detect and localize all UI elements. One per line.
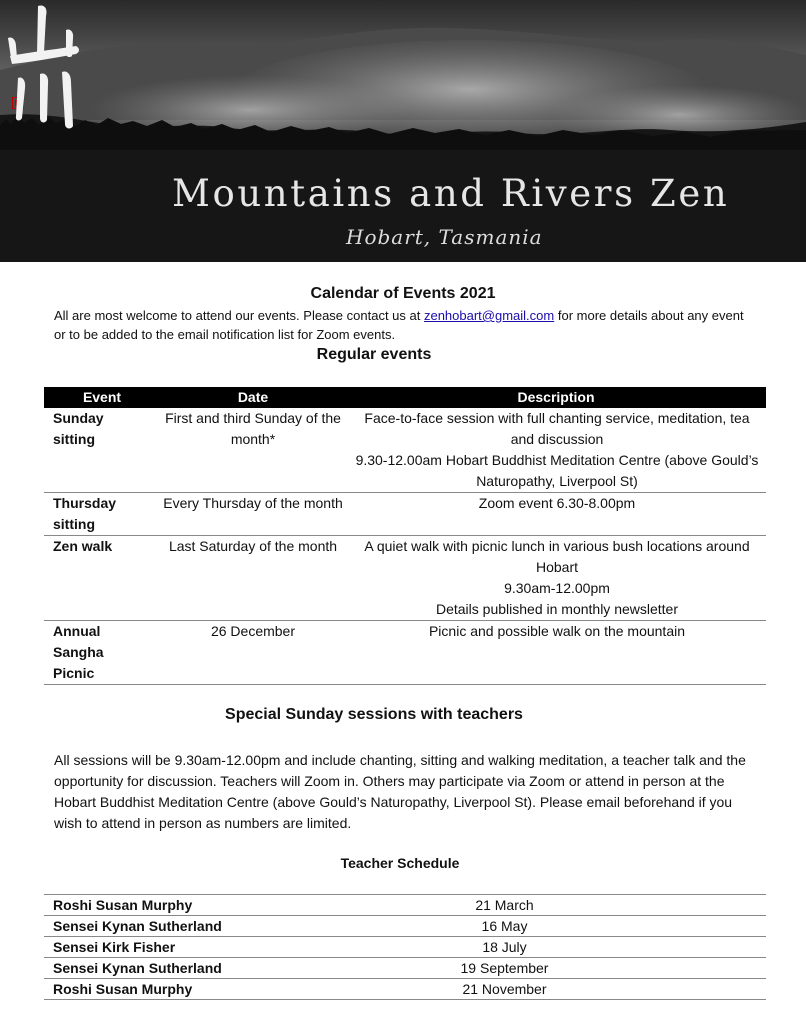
event-description-cell: [346, 493, 766, 536]
mountain-river-calligraphy-logo: [0, 0, 90, 130]
event-date-cell: First and third Sunday of the month*: [160, 408, 346, 493]
event-name-cell: [44, 408, 160, 493]
event-date-cell: 26 December: [160, 621, 346, 685]
session-date-cell: 21 November: [313, 979, 766, 1000]
table-row: [44, 536, 766, 621]
event-name-line: Sangha: [53, 644, 104, 660]
intro-text-start: All are most welcome to attend our events. Please contact us at: [54, 308, 424, 323]
event-name-line: Zen walk: [53, 538, 113, 554]
event-name-line: sitting: [53, 431, 95, 447]
event-name-cell: [44, 536, 160, 621]
column-header-event: Event: [44, 387, 160, 408]
teacher-name-cell: Sensei Kynan Sutherland: [44, 916, 313, 937]
event-name-line: Thursday: [53, 495, 117, 511]
teacher-name-cell: Roshi Susan Murphy: [44, 895, 313, 916]
event-name-line: Annual: [53, 623, 101, 639]
table-row: [44, 493, 766, 536]
event-date-cell: Last Saturday of the month: [160, 536, 346, 621]
event-name-line: Picnic: [53, 665, 95, 681]
event-description-cell: [346, 621, 766, 685]
table-row: [44, 958, 766, 979]
table-row: [44, 895, 766, 916]
description-line: A quiet walk with picnic lunch in various bush locations around Hobart: [364, 538, 750, 575]
teacher-schedule-table: [44, 894, 766, 1000]
calendar-title: Calendar of Events 2021: [310, 285, 496, 302]
special-sessions-title: Special Sunday sessions with teachers: [225, 706, 523, 723]
intro-text-end: for more details about any event or to be added to the email notification list for Zoom events.: [54, 308, 744, 342]
event-name-cell: [44, 621, 160, 685]
teacher-name-cell: Sensei Kynan Sutherland: [44, 958, 313, 979]
description-line: Details published in monthly newsletter: [435, 601, 678, 617]
intro-paragraph: [54, 306, 754, 344]
table-row: [44, 937, 766, 958]
description-line: 9.30-12.00am Hobart Buddhist Meditation Centre (above Gould’s Naturopathy, Liverpool St): [355, 452, 759, 489]
event-name-line: Sunday: [53, 410, 104, 426]
table-row: [44, 916, 766, 937]
table-row: [44, 408, 766, 493]
session-date-cell: 19 September: [313, 958, 766, 979]
regular-events-title: Regular events: [316, 346, 432, 363]
event-name-line: sitting: [53, 516, 95, 532]
column-header-date: Date: [160, 387, 346, 408]
event-description-cell: [346, 536, 766, 621]
session-date-cell: 16 May: [313, 916, 766, 937]
session-date-cell: 21 March: [313, 895, 766, 916]
table-row: [44, 979, 766, 1000]
event-date-cell: Every Thursday of the month: [160, 493, 346, 536]
column-header-description: Description: [346, 387, 766, 408]
session-date-cell: 18 July: [313, 937, 766, 958]
description-line: Picnic and possible walk on the mountain: [428, 623, 686, 639]
header-banner: [0, 0, 806, 262]
teacher-name-cell: Roshi Susan Murphy: [44, 979, 313, 1000]
description-line: Face-to-face session with full chanting service, meditation, tea and discussion: [364, 410, 750, 447]
description-line: 9.30am-12.00pm: [504, 580, 610, 596]
description-line: Zoom event 6.30-8.00pm: [478, 495, 636, 511]
email-link[interactable]: zenhobart@gmail.com: [423, 308, 555, 323]
teacher-schedule-title: Teacher Schedule: [340, 855, 460, 871]
event-name-cell: [44, 493, 160, 536]
special-sessions-text: All sessions will be 9.30am-12.00pm and include chanting, sitting and walking meditation, a teacher talk and the opportunity for discussion. Teachers will Zoom in. Others may participate via Zoom or attend in person at the Hobart Buddhist Meditation Centre (above Gould’s Naturopathy, Liverpool St). Please email beforehand if you wish to attend in person as numbers are limited.: [54, 752, 746, 831]
mountain-landscape-image: [0, 0, 806, 262]
teacher-name-cell: Sensei Kirk Fisher: [44, 937, 313, 958]
site-title: Mountains and Rivers Zen: [172, 172, 730, 215]
regular-events-table: [44, 387, 766, 685]
event-description-cell: [346, 408, 766, 493]
table-row: [44, 621, 766, 685]
table-header-row: [44, 387, 766, 408]
site-subtitle: Hobart, Tasmania: [346, 225, 543, 249]
